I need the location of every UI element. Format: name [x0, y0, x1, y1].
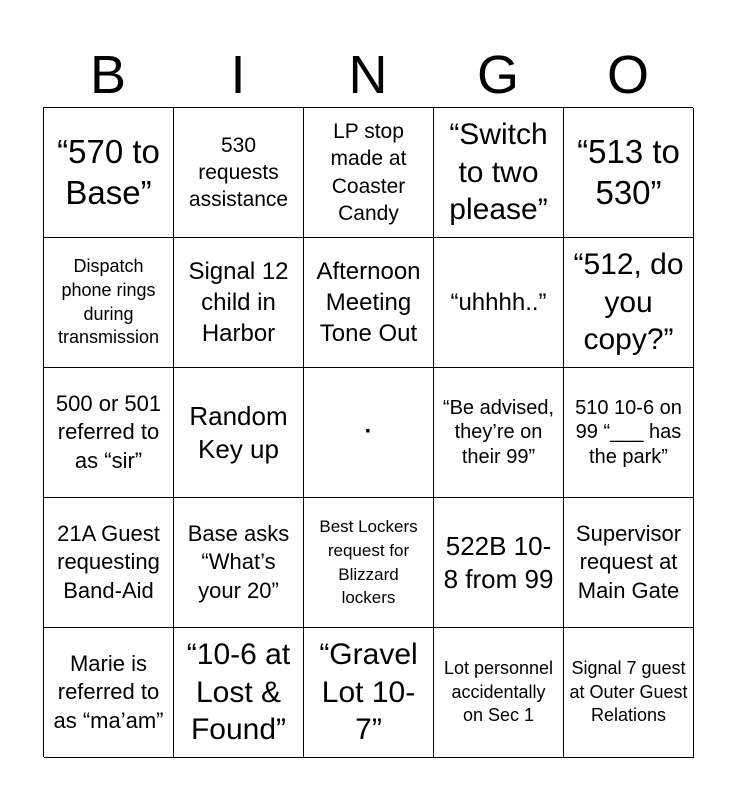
bingo-cell-r4c3: Best Lockers request for Blizzard lockers — [304, 498, 434, 628]
header-letter-g: G — [476, 45, 519, 105]
bingo-cell-r3c5: 510 10-6 on 99 “___ has the park” — [564, 368, 694, 498]
bingo-cell-r4c5: Supervisor request at Main Gate — [564, 498, 694, 628]
bingo-cell-r2c5: “512, do you copy?” — [564, 238, 694, 368]
bingo-cell-r3c2: Random Key up — [174, 368, 304, 498]
bingo-cell-r2c4: “uhhhh..” — [434, 238, 564, 368]
bingo-cell-r4c1: 21A Guest requesting Band-Aid — [44, 498, 174, 628]
bingo-cell-r2c1: Dispatch phone rings during transmission — [44, 238, 174, 368]
header-letter-o: O — [606, 45, 649, 105]
bingo-cell-r5c3: “Gravel Lot 10-7” — [304, 628, 434, 758]
bingo-cell-r4c2: Base asks “What’s your 20” — [174, 498, 304, 628]
bingo-cell-r3c1: 500 or 501 referred to as “sir” — [44, 368, 174, 498]
bingo-header — [43, 44, 693, 106]
bingo-cell-r1c1: “570 to Base” — [44, 108, 174, 238]
header-letter-i: I — [230, 45, 246, 105]
bingo-board — [43, 107, 693, 757]
bingo-cell-r5c5: Signal 7 guest at Outer Guest Relations — [564, 628, 694, 758]
bingo-cell-r5c4: Lot personnel accidentally on Sec 1 — [434, 628, 564, 758]
header-letter-b: B — [89, 45, 127, 105]
bingo-cell-r2c2: Signal 12 child in Harbor — [174, 238, 304, 368]
bingo-cell-r1c5: “513 to 530” — [564, 108, 694, 238]
bingo-free-space: · — [304, 368, 434, 498]
bingo-cell-r4c4: 522B 10-8 from 99 — [434, 498, 564, 628]
bingo-cell-r3c4: “Be advised, they’re on their 99” — [434, 368, 564, 498]
bingo-cell-r5c2: “10-6 at Lost & Found” — [174, 628, 304, 758]
bingo-cell-r1c3: LP stop made at Coaster Candy — [304, 108, 434, 238]
header-letter-n: N — [348, 45, 388, 105]
bingo-cell-r2c3: Afternoon Meeting Tone Out — [304, 238, 434, 368]
bingo-cell-r5c1: Marie is referred to as “ma’am” — [44, 628, 174, 758]
bingo-cell-r1c2: 530 requests assistance — [174, 108, 304, 238]
bingo-cell-r1c4: “Switch to two please” — [434, 108, 564, 238]
